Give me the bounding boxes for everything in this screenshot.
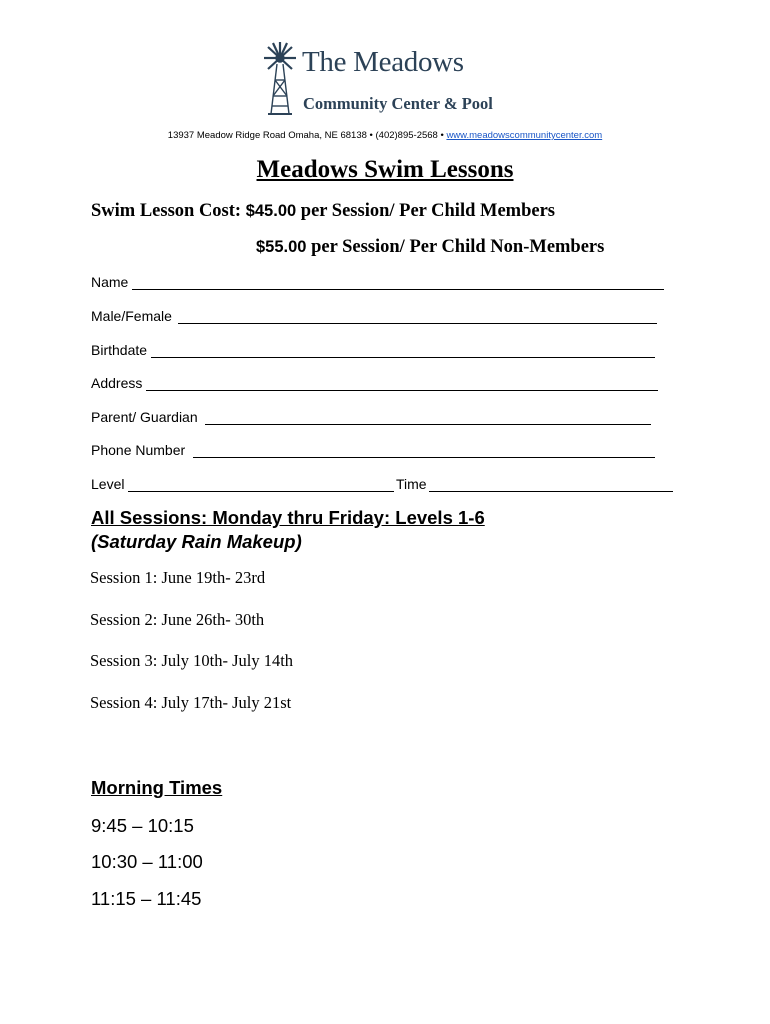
members-price: $45.00: [245, 202, 297, 220]
time-slot: 10:30 – 11:00: [91, 851, 203, 872]
nonmembers-price-text: per Session/ Per Child Non-Members: [311, 237, 605, 257]
time-field[interactable]: [396, 472, 676, 494]
brand-subtitle: Community Center & Pool: [303, 94, 493, 113]
website-link[interactable]: www.meadowscommunitycenter.com: [446, 130, 603, 141]
name-field[interactable]: [91, 270, 666, 292]
name-label: Name: [91, 274, 129, 290]
phone-field[interactable]: [91, 438, 661, 460]
contact-address: 13937 Meadow Ridge Road Omaha, NE 68138 • (402)895-2568 •: [167, 130, 444, 141]
session-item: Session 2: June 26th- 30th: [90, 610, 265, 629]
cost-row-members: [91, 201, 555, 222]
level-field[interactable]: [91, 472, 396, 494]
page-title: Meadows Swim Lessons: [256, 156, 514, 183]
sessions-subheading: (Saturday Rain Makeup): [91, 531, 302, 552]
sessions-heading: All Sessions: Monday thru Friday: Levels 1-6: [91, 507, 485, 528]
nonmembers-price: $55.00: [256, 238, 307, 256]
birthdate-field[interactable]: [91, 338, 661, 360]
members-price-text: per Session/ Per Child Members: [300, 201, 555, 221]
time-label: Time: [396, 476, 427, 492]
guardian-line: [205, 424, 651, 425]
phone-line: [193, 457, 655, 458]
session-item: Session 1: June 19th- 23rd: [90, 568, 266, 587]
session-item: Session 4: July 17th- July 21st: [90, 693, 292, 712]
contact-line: [0, 130, 770, 141]
guardian-label: Parent/ Guardian: [91, 409, 198, 425]
time-slot: 11:15 – 11:45: [91, 888, 202, 909]
address-label: Address: [91, 375, 143, 391]
address-field[interactable]: [91, 371, 661, 393]
brand-name: The Meadows: [302, 46, 464, 78]
time-slot: 9:45 – 10:15: [91, 815, 194, 836]
gender-field[interactable]: [91, 304, 661, 326]
cost-label: Swim Lesson Cost:: [91, 201, 242, 221]
gender-line: [178, 323, 657, 324]
name-line: [132, 289, 664, 290]
phone-label: Phone Number: [91, 442, 186, 458]
windmill-icon: [262, 40, 298, 116]
level-label: Level: [91, 476, 125, 492]
session-item: Session 3: July 10th- July 14th: [90, 651, 294, 670]
guardian-field[interactable]: [91, 405, 661, 427]
time-line: [429, 491, 673, 492]
birthdate-line: [151, 357, 655, 358]
morning-times-heading: Morning Times: [91, 777, 223, 798]
level-line: [128, 491, 394, 492]
birthdate-label: Birthdate: [91, 342, 148, 358]
cost-row-nonmembers: [256, 237, 604, 258]
address-line: [146, 390, 658, 391]
gender-label: Male/Female: [91, 308, 172, 324]
